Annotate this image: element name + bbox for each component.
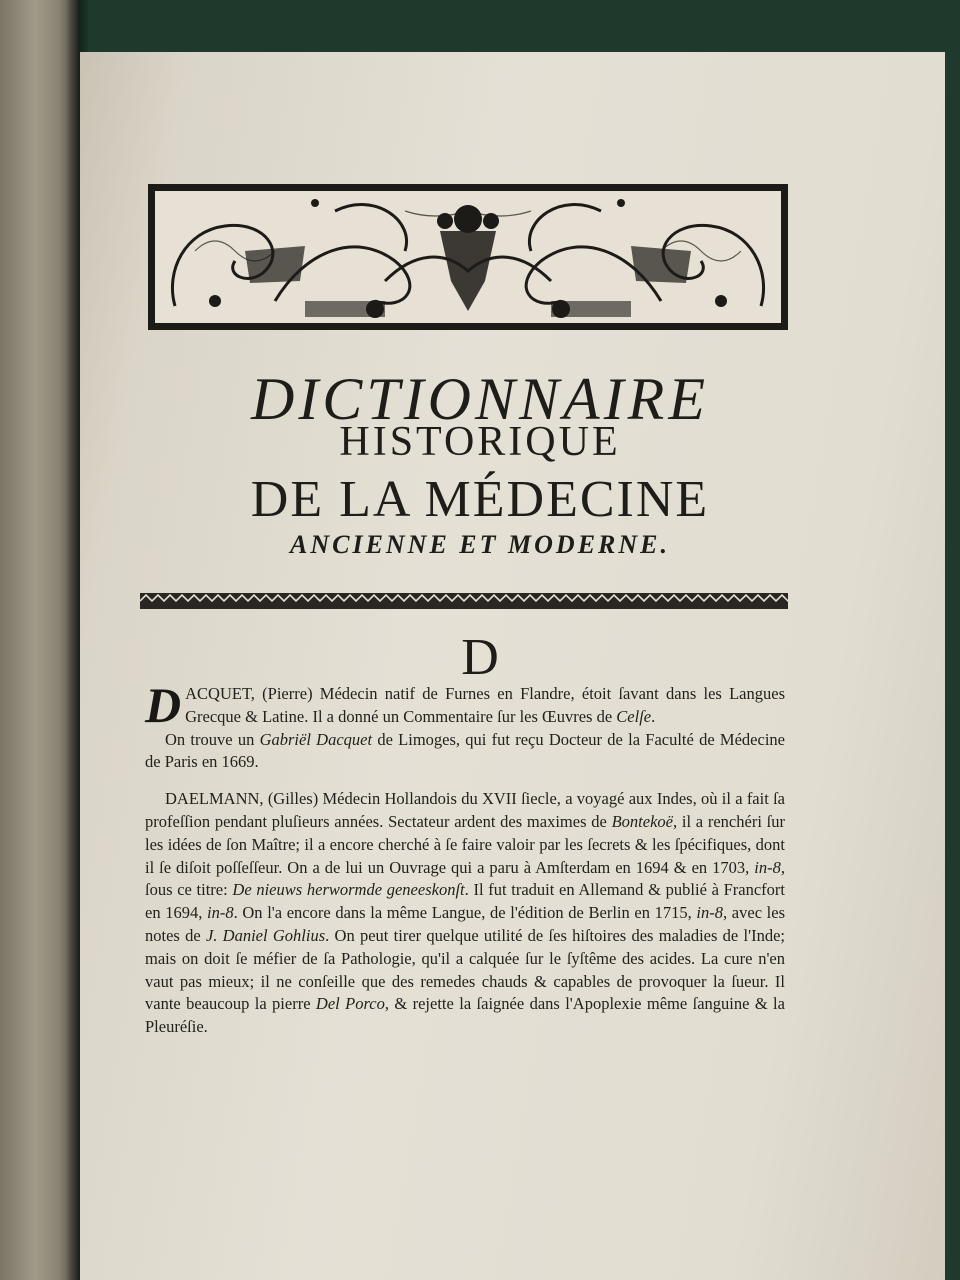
entry-dacquet-head: ACQUET (185, 684, 251, 703)
ornamental-headpiece (148, 184, 788, 330)
headpiece-engraving (155, 191, 781, 323)
entry-text-italic: in-8 (696, 903, 724, 923)
entry-text-italic: Del Porco (315, 994, 385, 1014)
entry-text: , & rejette la ſaignée dans l'Apoplexie même ſanguine & la Pleuréſie. (145, 994, 785, 1037)
title-dictionnaire: DICTIONNAIRE (251, 366, 709, 432)
entry-text: DAELMANN, (Gilles) Médecin Hollandois du XVII ſiecle, a voyagé aux Indes, où il a fait ſa profeſſion pendant pluſieurs années. Sectateur ardent des maximes de (145, 789, 785, 831)
entry-text: , avec les notes de (145, 903, 785, 945)
entry-text-italic: Bontekoë (611, 811, 673, 831)
entry-text: , ſous ce titre: (145, 857, 785, 900)
entry-text: . (651, 706, 656, 726)
entry-text: . On l'a encore dans la même Langue, de l'édition de Berlin en 1715, (233, 903, 697, 923)
entry-text: . Il fut traduit en Allemand & publié à Francfort en 1694, (145, 880, 786, 923)
entry-text-italic: in-8 (207, 903, 234, 923)
entry-text: . On peut tirer quelque utilité de ſes hiſtoires des maladies de l'Inde; mais on doit ſe méfier de ſa Pathologie, qu'il a calquée ſur le ſyſtême des acides. La cure n'en vaut pas mieux; il ne conſeille que des remedes chauds & capables de provoquer la ſueur. Il vante beaucoup la pierre (145, 925, 785, 1014)
section-letter: D (461, 629, 499, 686)
title-de-la-medecine: DE LA MÉDECINE (250, 471, 710, 528)
drop-cap: D (145, 677, 182, 733)
entry-text: de Limoges, qui fut reçu Docteur de la Faculté de Médecine de Paris en 1669. (145, 729, 785, 772)
spacer (145, 774, 785, 788)
ornamental-rule (140, 590, 788, 612)
title-ancienne-et-moderne: ANCIENNE ET MODERNE. (289, 530, 670, 559)
entry-text-italic: Celſe (616, 706, 652, 726)
entry-text: On trouve un (165, 729, 260, 749)
entry-text: , il a renchéri ſur les idées de ſon Maître; il a encore cherché à ſe faire valoir par les ſecrets & les ſpécifiques, dont il ſe diſoit poſſeſſeur. On a de lui un Ouvrage qui a paru à Amſterdam en 1694 & en 1703, (145, 811, 785, 877)
entry-text-italic: in-8 (754, 857, 781, 877)
entries-text (145, 677, 786, 1039)
entry-text-italic: De nieuws herwormde geneeskonſt (232, 880, 465, 900)
title-historique: HISTORIQUE (339, 419, 621, 465)
entry-daelmann (145, 788, 785, 1039)
entry-dacquet (145, 677, 785, 733)
entry-text: , (Pierre) Médecin natif de Furnes en Flandre, étoit ſavant dans les Langues Grecque & Latine. Il a donné un Commentaire ſur les Œuvres de (185, 684, 785, 726)
entry-text-italic: J. Daniel Gohlius (205, 925, 326, 945)
entry-text-italic: Gabriël Dacquet (259, 729, 373, 749)
entry-dacquet-note (145, 729, 785, 775)
